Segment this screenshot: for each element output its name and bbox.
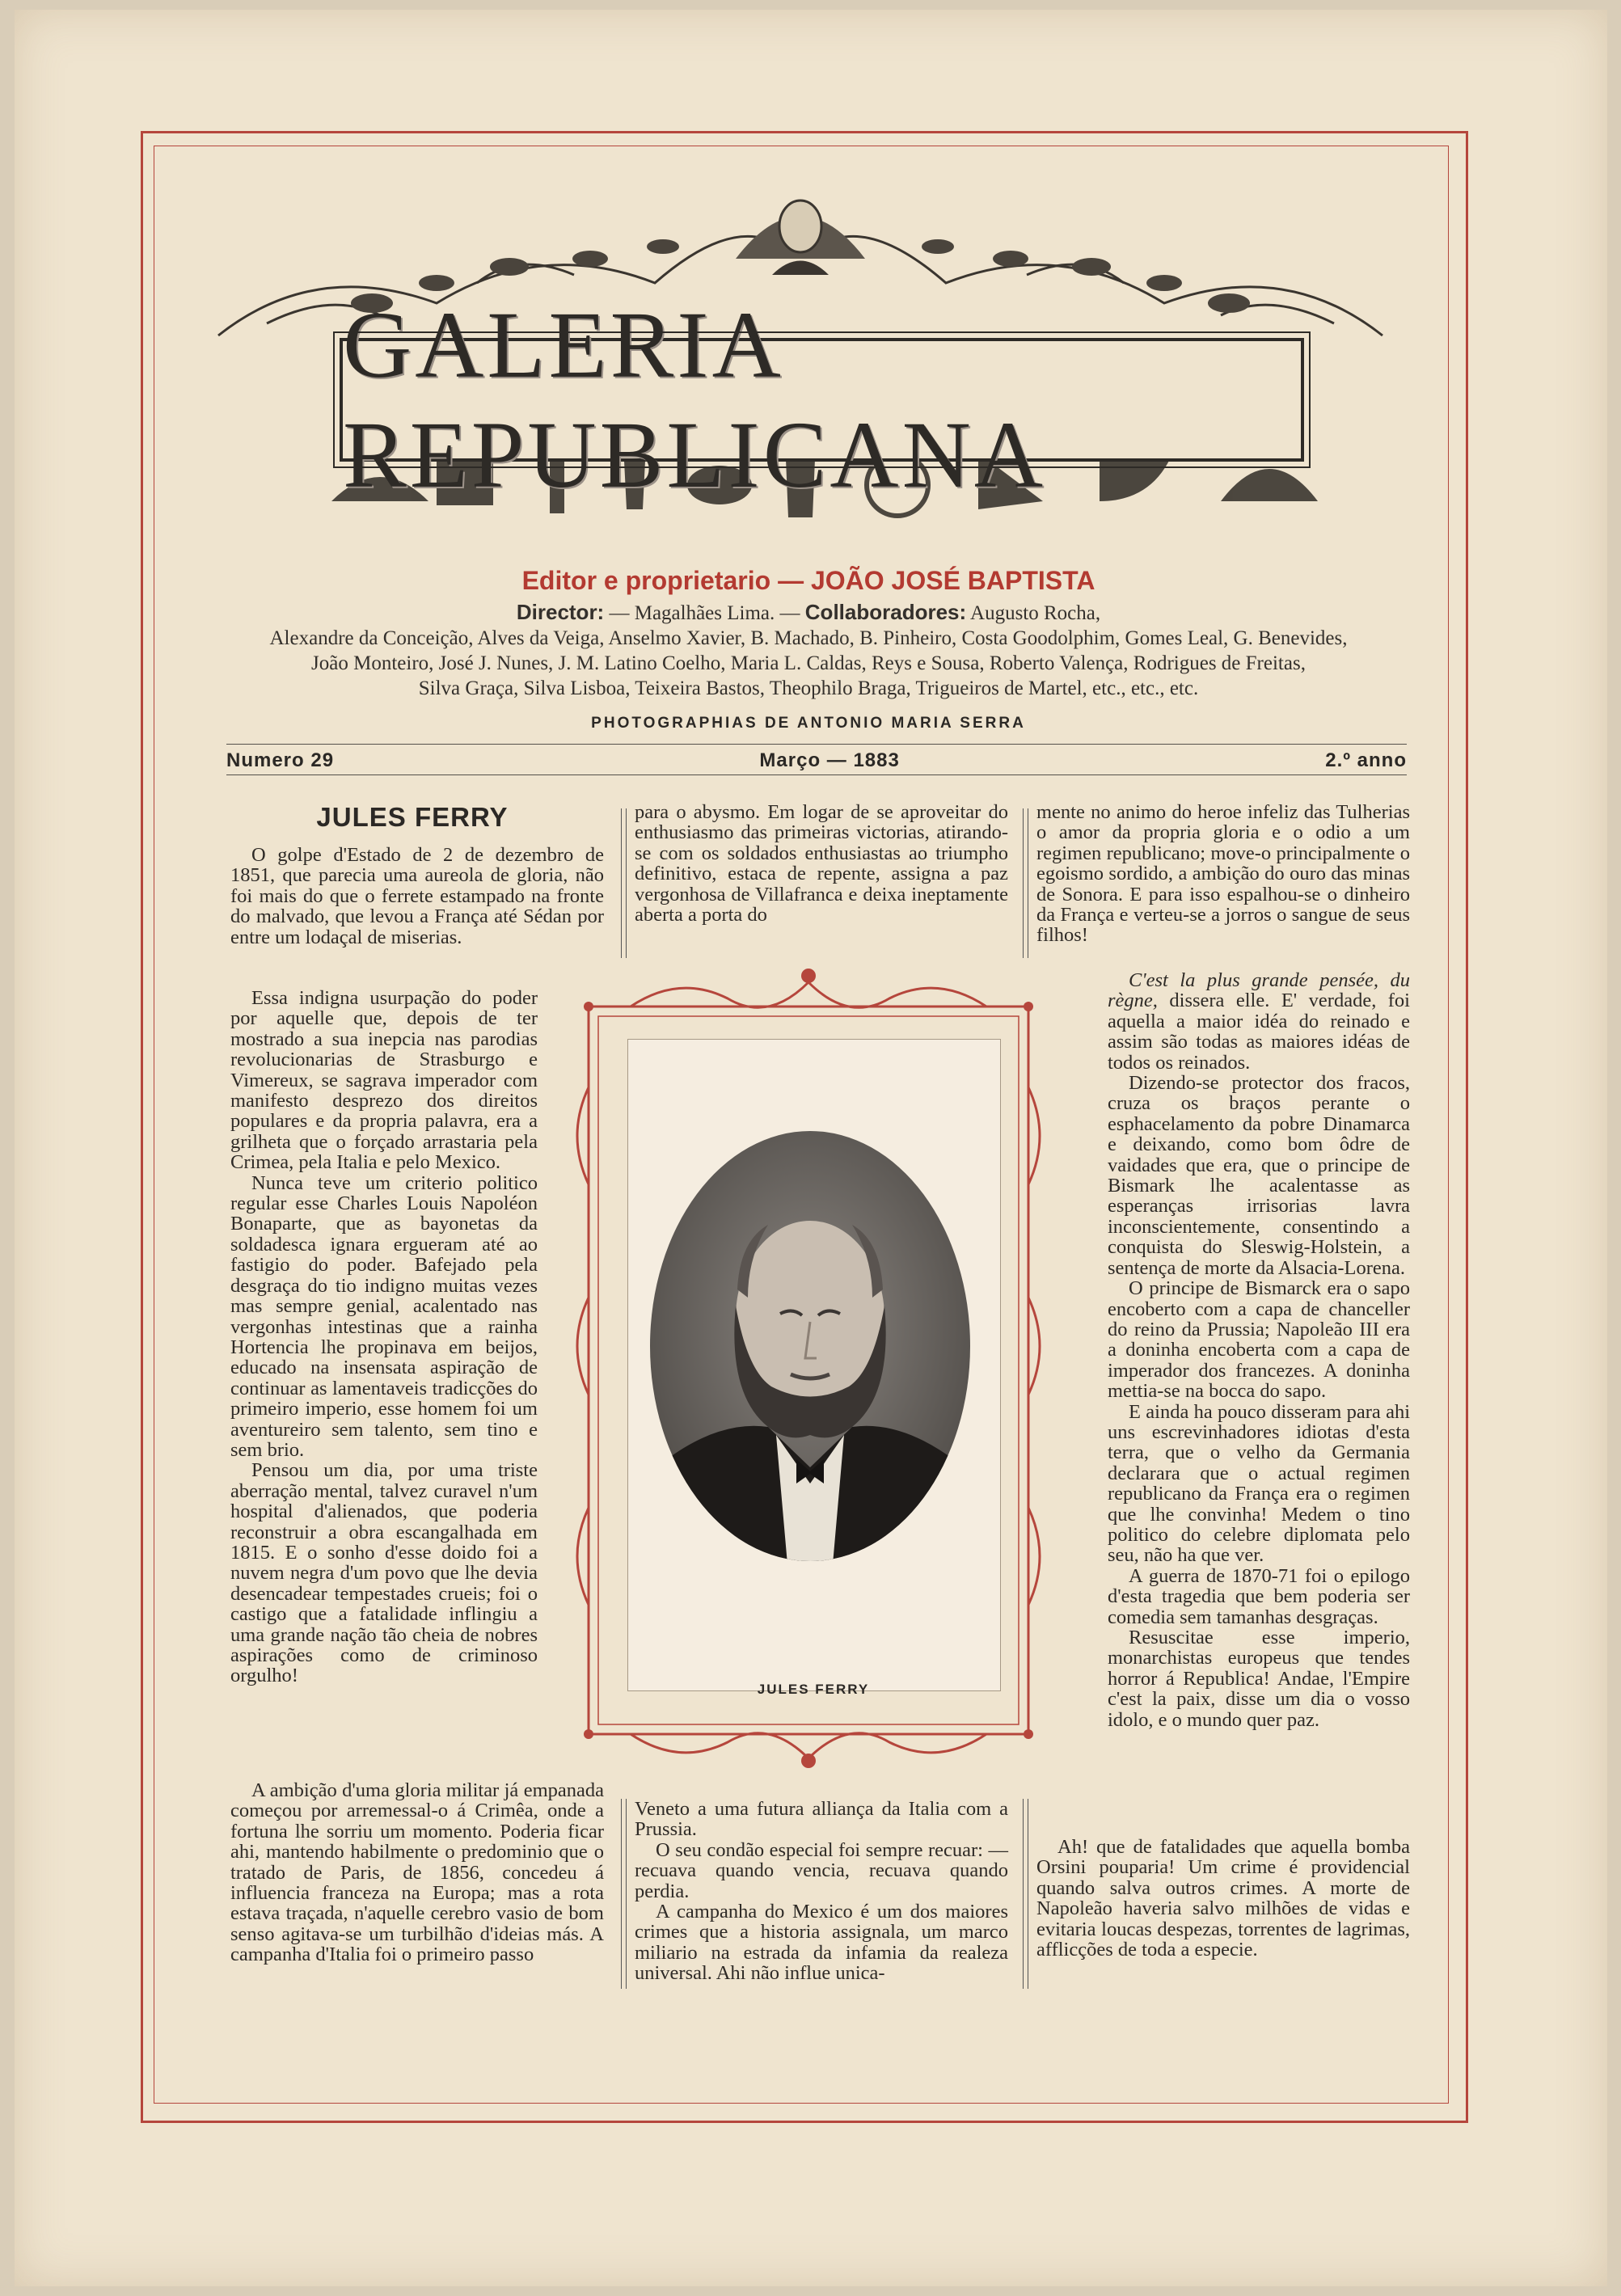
portrait-caption: JULES FERRY xyxy=(757,1682,870,1697)
collab-line-1: Augusto Rocha, xyxy=(966,602,1101,624)
collab-line-2: Alexandre da Conceição, Alves da Veiga, Anselmo Xavier, B. Machado, B. Pinheiro, Costa Goodolphim, Gomes Leal, G. Benevides, xyxy=(269,627,1348,649)
newspaper-title: GALERIA REPUBLICANA xyxy=(343,291,1047,508)
paragraph: para o abysmo. Em logar de se aproveitar do enthusiasmo das primeiras victorias, atirando-se com os soldados enthusiastas ao triumpho definitivo, estaca de repente, assigna a paz vergonhosa de Villafranca e deixa ineptamente aberta a porta do xyxy=(635,801,1008,926)
quote-rest: dissera elle. E' verdade, foi aquella a maior idéa do reinado e assim são todas as maiores idéas de todos os reinados. xyxy=(1108,990,1410,1074)
column-3-narrow xyxy=(1108,970,1410,1730)
director-label: Director: xyxy=(516,600,605,624)
issue-rule-bottom xyxy=(226,774,1407,775)
article-title: JULES FERRY xyxy=(316,802,509,832)
collab-line-3: João Monteiro, José J. Nunes, J. M. Latino Coelho, Maria L. Caldas, Reys e Sousa, Roberto Valença, Rodrigues de Freitas, xyxy=(311,652,1306,674)
column-1-bottom xyxy=(230,1780,604,1965)
column-1-narrow xyxy=(230,988,538,1686)
collab-label: Collaboradores: xyxy=(804,600,967,624)
paragraph: E ainda ha pouco disseram para ahi uns escrevinhadores idiotas d'esta terra, que o velho da Germania declarara que o actual regimen republicano da França era o regimen que lhe convinha! Medem o tino politico do celebre diplomata pelo seu, não ha que ver. xyxy=(1108,1400,1410,1567)
column-3-top xyxy=(1036,802,1410,946)
director-text: — Magalhães Lima. — xyxy=(604,602,805,624)
column-rule xyxy=(1023,1799,1024,1989)
paragraph: O seu condão especial foi sempre recuar: — recuava quando vencia, recuava quando perdia. xyxy=(635,1838,1008,1902)
shell-bust-ornament xyxy=(736,200,865,275)
photo-credit: PHOTOGRAPHIAS DE ANTONIO MARIA SERRA xyxy=(591,715,1026,732)
masthead-title-band xyxy=(340,291,1304,508)
column-3-bottom xyxy=(1036,1837,1410,1960)
paragraph: Dizendo-se protector dos fracos, cruza os braços perante o esphacelamento da pobre Dinamarca e deixando, como bom ôdre de vaidades que era, que o principe de Bismark lhe acalentasse as esperanças irrisorias lavra inconscientemente, consentindo a conquista do Sleswig-Holstein, a sentença de morte da Alsacia-Lorena. xyxy=(1108,1072,1410,1279)
paragraph: A guerra de 1870-71 foi o epilogo d'esta tragedia que bem poderia ser comedia sem tamanhas desgraças. xyxy=(1108,1564,1410,1628)
issue-number: Numero 29 xyxy=(226,749,335,771)
column-rule xyxy=(621,1799,622,1989)
collab-line-4: Silva Graça, Silva Lisboa, Teixeira Bastos, Theophilo Braga, Trigueiros de Martel, etc., etc., etc. xyxy=(418,677,1199,699)
editor-line: Editor e proprietario — JOÃO JOSÉ BAPTISTA xyxy=(521,566,1095,595)
column-rule xyxy=(1023,808,1024,958)
paragraph: A ambição d'uma gloria militar já empanada começou por arremessal-o á Crimêa, onde a fortuna lhe sorriu um momento. Poderia ficar ahi, mantendo habilmente o predominio que o tratado de Paris, de 1856, concedeu á influencia franceza na Europa; mas a rota estava traçada, n'aquelle cerebro vasio de bom senso agitava-se um turbilhão d'ideias más. A campanha d'Italia foi o primeiro passo xyxy=(230,1779,604,1966)
column-rule xyxy=(621,808,622,958)
paragraph: Pensou um dia, por uma triste aberração mental, talvez curavel n'um hospital d'alienados, que poderia reconstruir a obra escangalhada em 1815. E o sonho d'esse doido foi a nuvem negra d'um povo que lhe devia desencadear tempestades crueis; foi o castigo que a fatalidade inflingiu a uma grande nação tão cheia de nobres aspirações como de criminoso orgulho! xyxy=(230,1459,538,1687)
column-1-top xyxy=(230,845,604,948)
issue-date: Março — 1883 xyxy=(759,749,900,771)
paragraph: mente no animo do heroe infeliz das Tulherias o amor da propria gloria e o odio a um regimen republicano; move-o principalmente o egoismo sordido, a ambição do ouro das minas de Sonora. E para isso espalhou-se o dinheiro da França e verteu-se a jorros o sangue de seus filhos! xyxy=(1036,801,1410,947)
paragraph: Essa indigna usurpação do poder por aquelle que, depois de ter mostrado a sua inepcia nas parodias revolucionarias de Strasburgo e Vimereux, se sagrava imperador com manifesto desprezo dos direitos populares e da propria palavra, era a grilheta que o forçado arrastaria pela Crimea, pela Italia e pelo Mexico. xyxy=(230,987,538,1174)
paragraph: Ah! que de fatalidades que aquella bomba Orsini pouparia! Um crime é providencial quando salva outros crimes. A morte de Napoleão haveria salvo milhões de vidas e evitaria loucas despezas, torrentes de lagrimas, afflicções de toda a especie. xyxy=(1036,1836,1410,1961)
staff-credits xyxy=(202,600,1415,701)
paragraph: Nunca teve um criterio politico regular esse Charles Louis Napoléon Bonaparte, que as bayonetas da soldadesca ignara ergueram até ao fastigio do poder. Bafejado pela desgraça do tio indigno muitas vezes mas sempre genial, acalentado nas vergonhas intestinas que a rainha Hortencia lhe propinava em beijos, educado na insensata aspiração de continuar as lamentaveis tradicções do primeiro imperio, esse homem foi um aventureiro sem talento, sem tino e sem brio. xyxy=(230,1171,538,1461)
paragraph: Veneto a uma futura alliança da Italia com a Prussia. xyxy=(635,1798,1008,1841)
paragraph: A campanha do Mexico é um dos maiores crimes que a historia assignala, um marco miliario na estrada da infamia da realeza universal. Ahi não influe unica- xyxy=(635,1901,1008,1985)
portrait-photograph xyxy=(647,1128,973,1564)
paragraph: O principe de Bismarck era o sapo encoberto com a capa de chanceller do reino da Prussia; Napoleão III era a doninha encoberta com a capa de imperador dos francezes. A doninha mettia-se na bocca do sapo. xyxy=(1108,1277,1410,1403)
paragraph: O golpe d'Estado de 2 de dezembro de 1851, que parecia uma aureola de gloria, não foi mais do que o ferrete estampado na fronte do malvado, que levou a França até Sédan por entre um lodaçal de miserias. xyxy=(230,844,604,948)
column-2-bottom xyxy=(635,1799,1008,1984)
column-2-top xyxy=(635,802,1008,925)
issue-info-row xyxy=(226,747,1407,774)
quote-french: C'est la plus grande pensée, du règne, xyxy=(1108,969,1410,1012)
issue-rule-top xyxy=(226,744,1407,745)
issue-year: 2.º anno xyxy=(1325,749,1407,771)
column-rule xyxy=(626,808,627,958)
paragraph: Resuscitae esse imperio, monarchistas europeus que tendes horror á Republica! Andae, l'Empire c'est la paix, disse um dia o vosso idolo, e o mundo quer paz. xyxy=(1108,1627,1410,1731)
column-rule xyxy=(626,1799,627,1989)
